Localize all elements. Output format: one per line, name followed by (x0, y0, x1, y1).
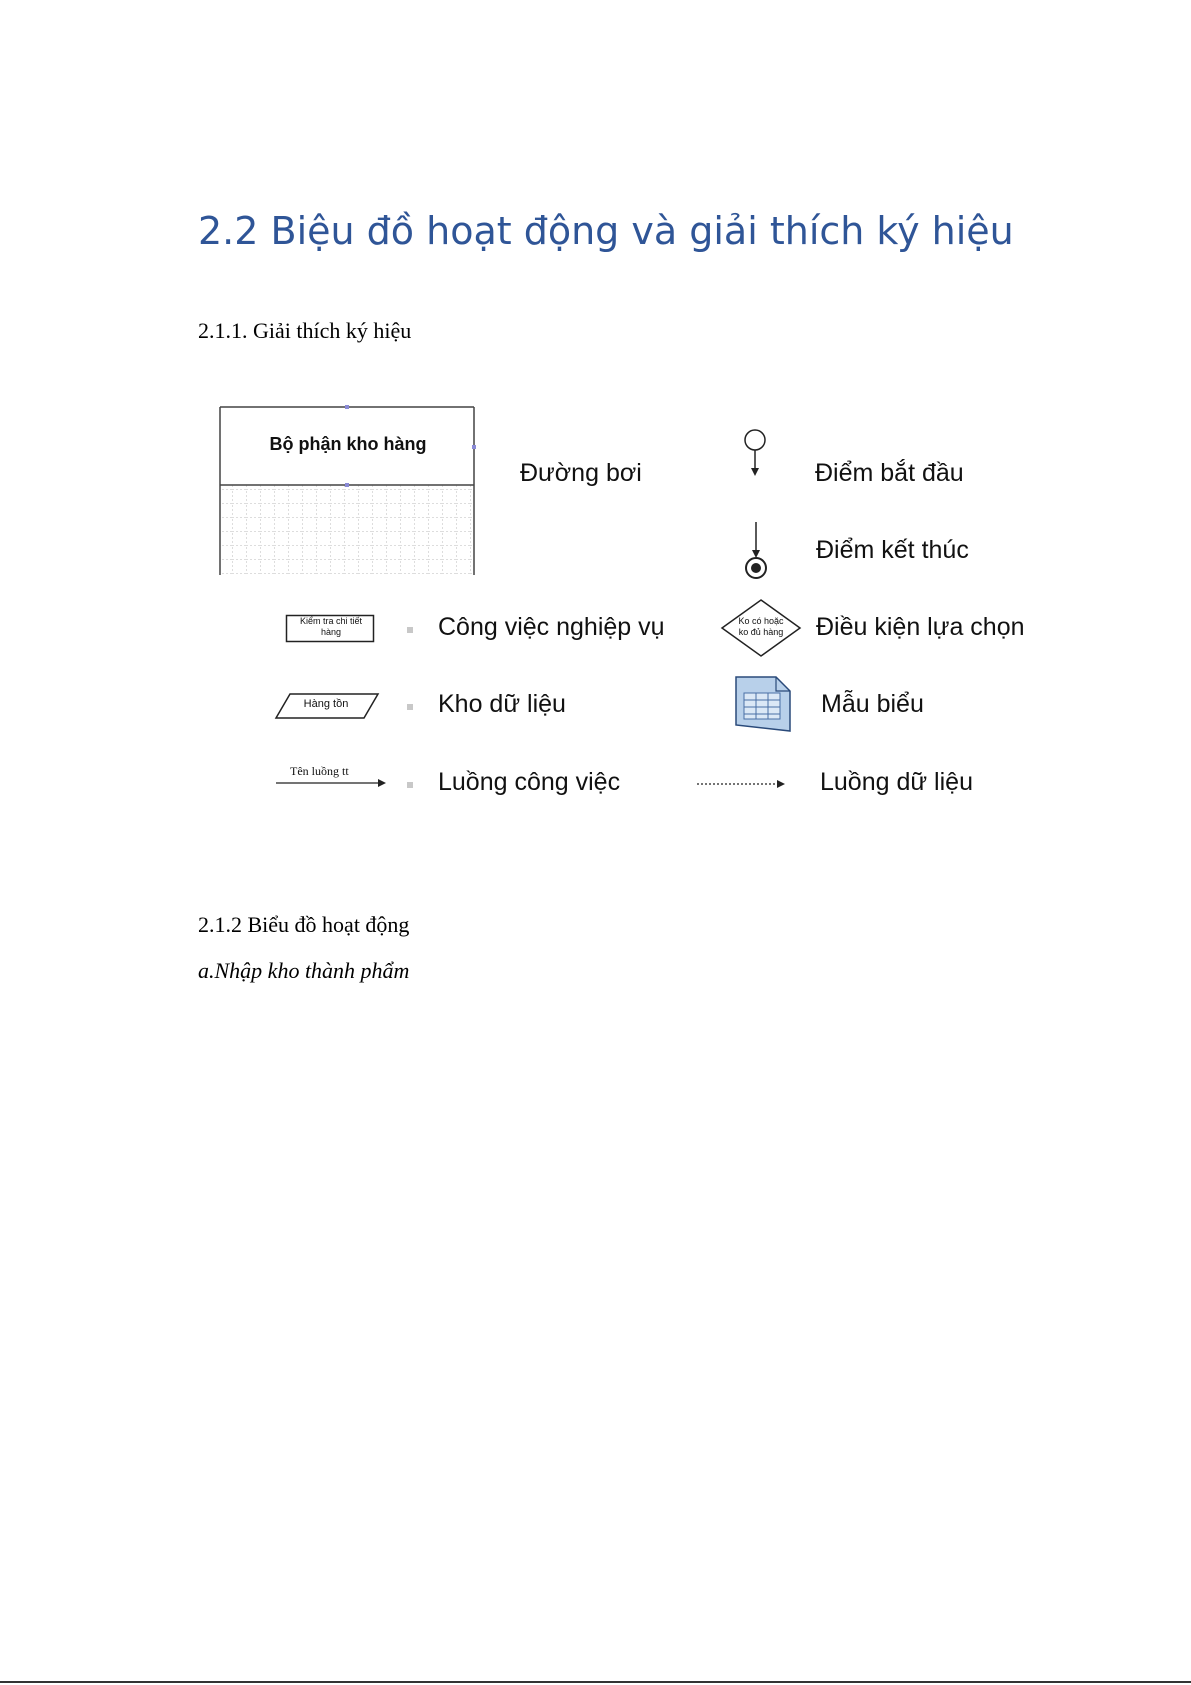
subsection-symbols-title: 2.1.1. Giải thích ký hiệu (198, 318, 412, 343)
form-document-icon (734, 675, 792, 733)
swimlane-label: Đường bơi (520, 459, 642, 487)
section-heading: 2.2 Biệu đồ hoạt động và giải thích ký hiệu (198, 209, 1014, 253)
task-label: Công việc nghiệp vụ (438, 613, 665, 641)
subsection-diagram-title: 2.1.2 Biểu đồ hoạt động (198, 912, 410, 937)
end-point-icon (740, 520, 774, 582)
decision-text (726, 616, 796, 638)
decision-text-line2: ko đủ hàng (738, 627, 784, 637)
workflow-arrow-icon (274, 776, 390, 790)
swimlane-header-text: Bộ phận kho hàng (269, 434, 427, 454)
page-bottom-border (0, 1681, 1191, 1683)
decision-text-line1: Ko có hoặc (738, 616, 784, 626)
decision-label: Điều kiện lựa chọn (816, 613, 1025, 641)
dataflow-label: Luồng dữ liệu (820, 768, 973, 796)
task-box-text-line1: Kiểm tra chi tiết (299, 616, 363, 626)
task-box-text-line2: hàng (320, 627, 342, 637)
dataflow-arrow-icon (695, 777, 791, 791)
bullet-marker (407, 704, 413, 710)
datastore-text: Hàng tồn (303, 698, 349, 710)
end-point-label: Điểm kết thúc (816, 536, 969, 564)
subsection-import-title: a.Nhập kho thành phẩm (198, 958, 410, 983)
datastore-label: Kho dữ liệu (438, 690, 566, 718)
workflow-label: Luồng công việc (438, 768, 621, 796)
bullet-marker (407, 782, 413, 788)
start-point-icon (740, 428, 770, 482)
workflow-arrow-text: Tên luồng tt (290, 764, 349, 778)
start-point-label: Điểm bắt đầu (815, 459, 964, 487)
bullet-marker (407, 627, 413, 633)
form-label: Mẫu biểu (821, 690, 924, 718)
task-box-text (287, 616, 375, 638)
swimlane-icon (218, 405, 478, 575)
